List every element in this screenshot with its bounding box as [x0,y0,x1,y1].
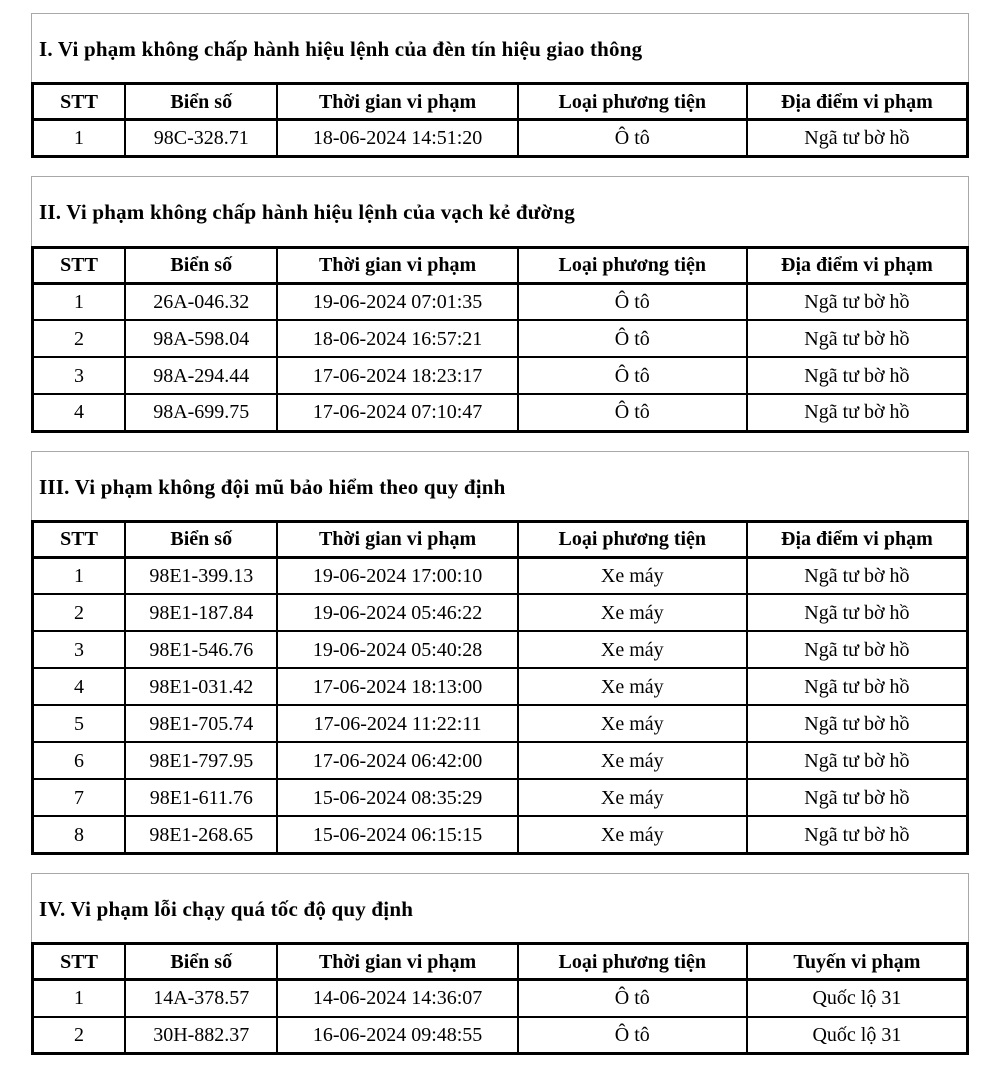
column-header: Tuyến vi phạm [747,944,968,980]
column-header: Biển số [125,247,277,283]
section-title: I. Vi phạm không chấp hành hiệu lệnh của đèn tín hiệu giao thông [39,37,643,61]
table-cell: 4 [33,668,126,705]
table-cell: 2 [33,320,126,357]
table-cell: 98E1-546.76 [125,631,277,668]
table-row [33,394,968,431]
table-cell: Ngã tư bờ hồ [747,320,968,357]
table-cell: 17-06-2024 11:22:11 [277,705,517,742]
column-header: Thời gian vi phạm [277,247,517,283]
table-row [33,557,968,594]
table-cell: Ngã tư bờ hồ [747,357,968,394]
table-row [33,357,968,394]
table-cell: 98C-328.71 [125,120,277,157]
table-cell: Ô tô [518,120,747,157]
table-cell: Xe máy [518,705,747,742]
table-row [33,705,968,742]
table-cell: Xe máy [518,816,747,853]
table-cell: 2 [33,594,126,631]
section-title: III. Vi phạm không đội mũ bảo hiểm theo quy định [39,474,506,499]
table-cell: Ngã tư bờ hồ [747,705,968,742]
table-cell: 98E1-268.65 [125,816,277,853]
table-cell: 26A-046.32 [125,283,277,320]
table-cell: Xe máy [518,594,747,631]
table-row [33,742,968,779]
table-cell: 19-06-2024 05:46:22 [277,594,517,631]
table-row [33,120,968,157]
table-cell: 5 [33,705,126,742]
table-cell: Ngã tư bờ hồ [747,631,968,668]
table-cell: Ngã tư bờ hồ [747,557,968,594]
table-cell: 4 [33,394,126,431]
column-header: STT [33,944,126,980]
table-cell: 16-06-2024 09:48:55 [277,1017,517,1054]
table-cell: 98A-598.04 [125,320,277,357]
table-cell: Ngã tư bờ hồ [747,779,968,816]
violation-section-IV [31,873,969,1055]
table-cell: Ngã tư bờ hồ [747,283,968,320]
table-cell: Ô tô [518,320,747,357]
header-row [33,521,968,557]
column-header: Biển số [125,84,277,120]
table-cell: Xe máy [518,557,747,594]
column-header: Loại phương tiện [518,247,747,283]
table-cell: Ngã tư bờ hồ [747,668,968,705]
table-cell: 1 [33,120,126,157]
table-row [33,320,968,357]
column-header: Thời gian vi phạm [277,521,517,557]
column-header: Loại phương tiện [518,944,747,980]
table-cell: 14-06-2024 14:36:07 [277,980,517,1017]
table-row [33,668,968,705]
violation-table [31,246,969,433]
table-row [33,283,968,320]
table-cell: 1 [33,283,126,320]
violation-table [31,520,969,855]
table-cell: 98A-699.75 [125,394,277,431]
table-cell: 1 [33,557,126,594]
table-cell: 17-06-2024 07:10:47 [277,394,517,431]
header-row [33,84,968,120]
table-cell: 18-06-2024 14:51:20 [277,120,517,157]
header-row [33,944,968,980]
column-header: Biển số [125,521,277,557]
table-cell: 7 [33,779,126,816]
column-header: Loại phương tiện [518,521,747,557]
table-cell: Ngã tư bờ hồ [747,120,968,157]
violation-section-II [31,176,969,432]
column-header: STT [33,247,126,283]
table-cell: Ô tô [518,980,747,1017]
column-header: Địa điểm vi phạm [747,84,968,120]
column-header: STT [33,84,126,120]
table-cell: Ô tô [518,394,747,431]
column-header: Địa điểm vi phạm [747,521,968,557]
table-cell: 98E1-797.95 [125,742,277,779]
table-cell: Xe máy [518,742,747,779]
column-header: STT [33,521,126,557]
table-cell: Ô tô [518,357,747,394]
table-row [33,594,968,631]
table-cell: 6 [33,742,126,779]
violation-table [31,942,969,1055]
table-row [33,631,968,668]
table-cell: Ô tô [518,1017,747,1054]
table-row [33,980,968,1017]
table-cell: Xe máy [518,668,747,705]
table-cell: 3 [33,357,126,394]
violation-table [31,82,969,158]
table-cell: 30H-882.37 [125,1017,277,1054]
table-cell: Xe máy [518,779,747,816]
violation-section-III [31,451,969,855]
header-row [33,247,968,283]
section-title: II. Vi phạm không chấp hành hiệu lệnh của vạch kẻ đường [39,200,575,225]
table-cell: 98E1-031.42 [125,668,277,705]
table-cell: Quốc lộ 31 [747,980,968,1017]
table-cell: Ngã tư bờ hồ [747,742,968,779]
table-cell: 98A-294.44 [125,357,277,394]
column-header: Thời gian vi phạm [277,84,517,120]
table-cell: 15-06-2024 08:35:29 [277,779,517,816]
column-header: Biển số [125,944,277,980]
table-cell: Quốc lộ 31 [747,1017,968,1054]
table-row [33,816,968,853]
table-cell: 98E1-705.74 [125,705,277,742]
table-cell: 19-06-2024 07:01:35 [277,283,517,320]
table-cell: Ngã tư bờ hồ [747,594,968,631]
table-cell: 17-06-2024 06:42:00 [277,742,517,779]
column-header: Loại phương tiện [518,84,747,120]
table-cell: 3 [33,631,126,668]
table-cell: Ngã tư bờ hồ [747,816,968,853]
table-cell: 98E1-187.84 [125,594,277,631]
violation-section-I [31,13,969,158]
table-cell: 19-06-2024 05:40:28 [277,631,517,668]
table-cell: 98E1-611.76 [125,779,277,816]
table-cell: 18-06-2024 16:57:21 [277,320,517,357]
table-cell: 14A-378.57 [125,980,277,1017]
column-header: Địa điểm vi phạm [747,247,968,283]
table-cell: 17-06-2024 18:13:00 [277,668,517,705]
table-cell: Xe máy [518,631,747,668]
column-header: Thời gian vi phạm [277,944,517,980]
table-row [33,779,968,816]
table-cell: 19-06-2024 17:00:10 [277,557,517,594]
table-cell: 98E1-399.13 [125,557,277,594]
table-cell: 17-06-2024 18:23:17 [277,357,517,394]
table-cell: Ô tô [518,283,747,320]
table-row [33,1017,968,1054]
section-title: IV. Vi phạm lỗi chạy quá tốc độ quy định [39,896,414,921]
table-cell: 2 [33,1017,126,1054]
table-cell: 8 [33,816,126,853]
table-cell: 15-06-2024 06:15:15 [277,816,517,853]
table-cell: 1 [33,980,126,1017]
table-cell: Ngã tư bờ hồ [747,394,968,431]
